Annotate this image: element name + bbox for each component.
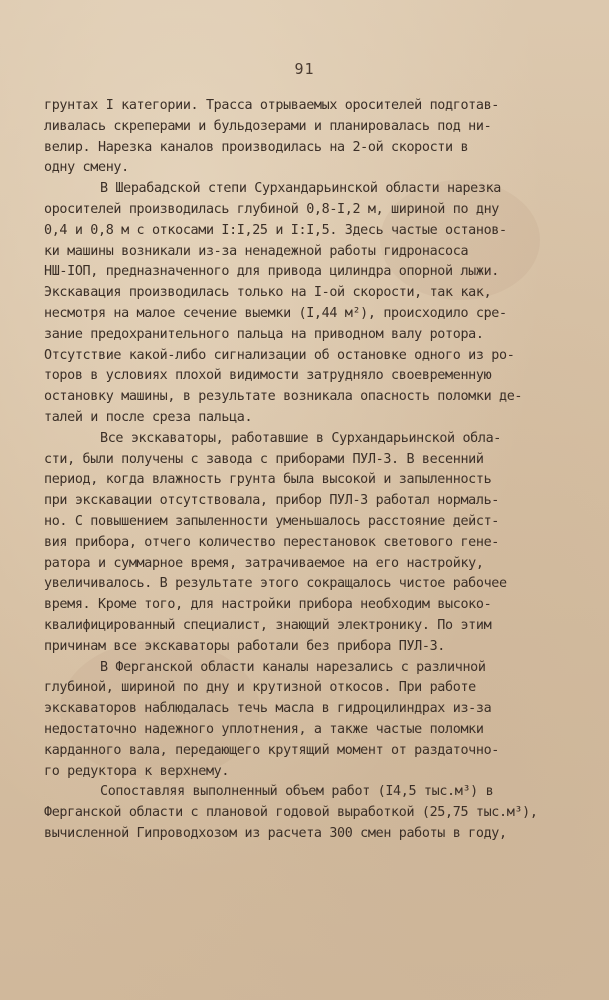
text-line: экскаваторов наблюдалась течь масла в гидроцилиндрах из-за [44, 701, 492, 717]
text-line: увеличивалось. В результате этого сокращалось чистое рабочее [44, 576, 507, 592]
text-line: недостаточно надежного уплотнения, а также частые поломки [44, 721, 484, 737]
paragraph-start-line: В Ферганской области каналы нарезались с различной [100, 659, 486, 675]
text-line: одну смену. [44, 160, 129, 176]
text-line: карданного вала, передающего крутящий момент от раздаточно- [44, 742, 499, 758]
text-line: оросителей производилась глубиной 0,8-I,2 м, шириной по дну [44, 201, 499, 217]
text-line: несмотря на малое сечение выемки (I,44 м²), происходило сре- [44, 305, 507, 321]
text-line: НШ-IОП, предназначенного для привода цилиндра опорной лыжи. [44, 264, 499, 280]
text-line: при экскавации отсутствовала, прибор ПУЛ-3 работал нормаль- [44, 493, 499, 509]
text-line: 0,4 и 0,8 м с откосами I:I,25 и I:I,5. Здесь частые останов- [44, 222, 507, 238]
text-line: Отсутствие какой-либо сигнализации об остановке одного из ро- [44, 347, 515, 363]
text-line: время. Кроме того, для настройки прибора необходим высоко- [44, 597, 492, 613]
text-line: причинам все экскаваторы работали без прибора ПУЛ-3. [44, 638, 446, 654]
text-line: остановку машины, в результате возникала опасность поломки де- [44, 389, 523, 405]
text-line: велир. Нарезка каналов производилась на 2-ой скорости в [44, 139, 469, 155]
text-line: го редуктора к верхнему. [44, 763, 230, 779]
body-text [44, 96, 584, 845]
text-line: грунтах I категории. Трасса отрываемых оросителей подготав- [44, 98, 499, 113]
text-line: торов в условиях плохой видимости затрудняло своевременную [44, 368, 492, 384]
text-line: талей и после среза пальца. [44, 409, 253, 425]
text-line: квалифицированный специалист, знающий электронику. По этим [44, 617, 492, 633]
page-number: 91 [294, 60, 315, 78]
text-line: Ферганской области с плановой годовой выработкой (25,75 тыс.м³), [44, 805, 538, 821]
paragraph-start-line: Сопоставляя выполненный объем работ (I4,5 тыс.м³) в [100, 784, 494, 800]
text-line: но. С повышением запыленности уменьшалось расстояние дейст- [44, 513, 499, 529]
text-line: период, когда влажность грунта была высокой и запыленность [44, 472, 492, 488]
text-line: ливалась скреперами и бульдозерами и планировалась под ни- [44, 118, 492, 134]
text-line: Экскавация производилась только на I-ой скорости, так как, [44, 285, 492, 301]
paragraph-start-line: В Шерабадской степи Сурхандарьинской области нарезка [100, 181, 502, 197]
text-line: вия прибора, отчего количество перестановок светового гене- [44, 534, 499, 550]
text-line: зание предохранительного пальца на приводном валу ротора. [44, 326, 484, 342]
text-line: глубиной, шириной по дну и крутизной откосов. При работе [44, 680, 476, 696]
text-line: сти, были получены с завода с приборами ПУЛ-3. В весенний [44, 451, 484, 467]
paragraph-start-line: Все экскаваторы, работавшие в Сурхандарьинской обла- [100, 430, 502, 446]
text-line: вычисленной Гипроводхозом из расчета 300 смен работы в году, [44, 825, 507, 841]
text-line: ратора и суммарное время, затрачиваемое на его настройку, [44, 555, 484, 571]
text-line: ки машины возникали из-за ненадежной работы гидронасоса [44, 243, 469, 259]
